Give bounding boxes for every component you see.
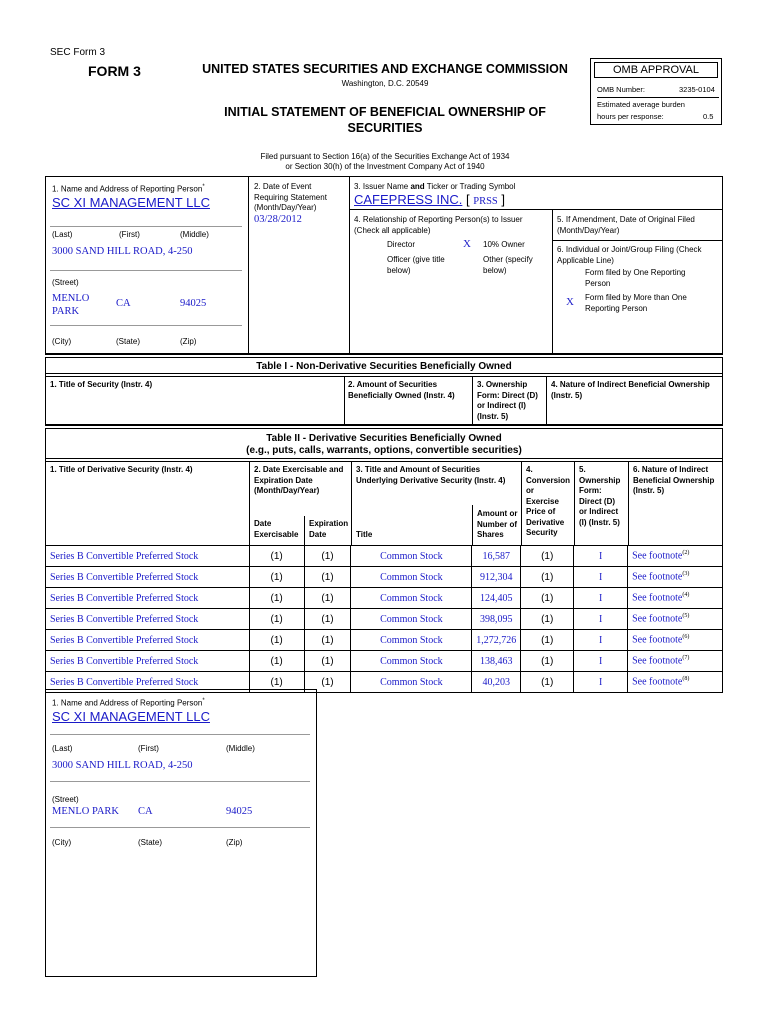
table-i-col-nature: 4. Nature of Indirect Beneficial Ownership (Instr. 5) <box>551 380 710 400</box>
table-ii-col-dates: 2. Date Exercisable and Expiration Date (Month/Day/Year) <box>254 465 344 495</box>
issuer-name[interactable]: CAFEPRESS INC. <box>354 192 463 207</box>
derivative-title-cell <box>46 567 250 588</box>
conversion-price-cell <box>521 630 574 651</box>
conversion-price-cell <box>521 651 574 672</box>
filed-pursuant-line1: Filed pursuant to Section 16(a) of the Securities Exchange Act of 1934 <box>260 152 510 161</box>
derivative-title-cell <box>46 609 250 630</box>
nature-cell <box>628 567 723 588</box>
nature-cell-text: See footnote <box>632 550 683 562</box>
zip-value: 94025 <box>180 298 207 309</box>
form-title-line1: INITIAL STATEMENT OF BENEFICIAL OWNERSHIP OF <box>224 105 546 119</box>
expiration-date-cell <box>304 609 351 630</box>
filing-type-label: 6. Individual or Joint/Group Filing (Check Applicable Line) <box>557 245 702 265</box>
underlying-title-cell <box>351 567 472 588</box>
amount-cell-text: 138,463 <box>480 655 513 667</box>
table-i-col-amount: 2. Amount of Securities Beneficially Owned (Instr. 4) <box>348 380 455 400</box>
derivative-title-cell <box>46 546 250 567</box>
table-ii-col-amount: Amount or Number of Shares <box>477 509 518 539</box>
amount-cell-text: 912,304 <box>480 571 513 583</box>
bottom-city-label: (City) <box>52 838 72 847</box>
date-exercisable-cell-text: (1) <box>270 571 283 583</box>
underlying-title-cell <box>351 588 472 609</box>
underlying-title-cell-text: Common Stock <box>380 634 443 646</box>
ownership-form-cell-text: I <box>598 676 603 688</box>
conversion-price-cell-text: (1) <box>541 634 554 646</box>
underlying-title-cell-text: Common Stock <box>380 550 443 562</box>
other-label: Other (specify below) <box>483 255 533 275</box>
nature-cell-text: See footnote <box>632 571 683 583</box>
bottom-zip-label: (Zip) <box>226 838 243 847</box>
conversion-price-cell <box>521 609 574 630</box>
amount-cell <box>472 630 521 651</box>
table-ii-col-nature: 6. Nature of Indirect Beneficial Ownership (Instr. 5) <box>633 465 715 495</box>
table-ii-col-underlying-title: Title <box>356 530 373 539</box>
director-label: Director <box>387 240 416 249</box>
table-ii-col-ownership: 5. Ownership Form: Direct (D) or Indirect (I) (Instr. 5) <box>579 465 621 527</box>
underlying-title-cell <box>351 672 472 693</box>
nature-cell <box>628 651 723 672</box>
nature-cell-text: See footnote <box>632 613 683 625</box>
expiration-date-cell <box>304 546 351 567</box>
omb-hours-label: hours per response: <box>597 112 664 121</box>
amendment-label: 5. If Amendment, Date of Original Filed (Month/Day/Year) <box>557 215 695 235</box>
issuer-name-row: CAFEPRESS INC. [ PRSS ] <box>354 192 506 207</box>
amount-cell-text: 398,095 <box>480 613 513 625</box>
ten-percent-owner-label: 10% Owner <box>483 240 525 249</box>
expiration-date-cell-text: (1) <box>321 592 334 604</box>
derivative-title-cell-text: Series B Convertible Preferred Stock <box>50 613 199 625</box>
amount-cell <box>472 546 521 567</box>
amount-cell <box>472 609 521 630</box>
street-label: (Street) <box>52 278 79 287</box>
bottom-state-value: CA <box>138 806 153 817</box>
ownership-form-cell-text: I <box>598 613 603 625</box>
date-exercisable-cell <box>249 630 304 651</box>
conversion-price-cell-text: (1) <box>541 655 554 667</box>
table-row <box>46 588 723 609</box>
ownership-form-cell-text: I <box>598 655 603 667</box>
bottom-zip-value: 94025 <box>226 806 253 817</box>
underlying-title-cell <box>351 651 472 672</box>
street-value: 3000 SAND HILL ROAD, 4-250 <box>52 246 193 257</box>
footnote-ref: (3) <box>682 571 690 578</box>
conversion-price-cell-text: (1) <box>541 571 554 583</box>
derivative-title-cell <box>46 651 250 672</box>
sec-form-label: SEC Form 3 <box>50 47 106 58</box>
footnote-ref: (7) <box>682 655 690 662</box>
underlying-title-cell-text: Common Stock <box>380 655 443 667</box>
date-exercisable-cell-text: (1) <box>270 613 283 625</box>
table-row <box>46 567 723 588</box>
state-value: CA <box>116 298 131 309</box>
derivative-title-cell-text: Series B Convertible Preferred Stock <box>50 550 199 562</box>
conversion-price-cell <box>521 672 574 693</box>
omb-hours-value: 0.5 <box>703 112 714 121</box>
table-ii-subtitle: (e.g., puts, calls, warrants, options, convertible securities) <box>246 445 522 456</box>
underlying-title-cell-text: Common Stock <box>380 676 443 688</box>
bottom-city-value: MENLO PARK <box>52 806 119 817</box>
expiration-date-cell-text: (1) <box>321 634 334 646</box>
middle-label: (Middle) <box>180 230 209 239</box>
state-label: (State) <box>116 337 141 346</box>
underlying-title-cell-text: Common Stock <box>380 592 443 604</box>
issuer-label: 3. Issuer Name and Ticker or Trading Symbol <box>354 182 516 191</box>
date-exercisable-cell-text: (1) <box>270 676 283 688</box>
conversion-price-cell <box>521 588 574 609</box>
relationship-label: 4. Relationship of Reporting Person(s) to Issuer (Check all applicable) <box>354 215 523 235</box>
date-exercisable-cell <box>249 651 304 672</box>
footnote-ref: (4) <box>682 592 690 599</box>
table-row <box>46 546 723 567</box>
bottom-middle-label: (Middle) <box>226 744 255 753</box>
expiration-date-cell <box>304 651 351 672</box>
underlying-title-cell-text: Common Stock <box>380 571 443 583</box>
omb-burden-label: Estimated average burden <box>597 100 685 109</box>
nature-cell-text: See footnote <box>632 592 683 604</box>
date-exercisable-cell <box>249 609 304 630</box>
ticker-symbol: PRSS <box>473 196 498 207</box>
expiration-date-cell-text: (1) <box>321 676 334 688</box>
omb-number-label: OMB Number: <box>597 85 645 94</box>
underlying-title-cell <box>351 546 472 567</box>
nature-cell <box>628 672 723 693</box>
footnote-ref: (5) <box>682 613 690 620</box>
table-ii-col-expiration: Expiration Date <box>309 519 349 539</box>
underlying-title-cell <box>351 630 472 651</box>
amount-cell-text: 124,405 <box>480 592 513 604</box>
city-value-line2: PARK <box>52 306 80 317</box>
amount-cell-text: 40,203 <box>482 676 511 688</box>
omb-approval-box <box>590 58 722 125</box>
derivative-title-cell-text: Series B Convertible Preferred Stock <box>50 655 199 667</box>
derivative-title-cell-text: Series B Convertible Preferred Stock <box>50 676 199 688</box>
ownership-form-cell-text: I <box>598 592 603 604</box>
date-exercisable-cell <box>249 588 304 609</box>
table-row <box>46 609 723 630</box>
derivative-title-cell-text: Series B Convertible Preferred Stock <box>50 571 199 583</box>
bottom-state-label: (State) <box>138 838 163 847</box>
reporting-person-label: 1. Name and Address of Reporting Person* <box>52 184 205 194</box>
nature-cell <box>628 630 723 651</box>
amount-cell-text: 1,272,726 <box>476 634 517 646</box>
table-ii-title: Table II - Derivative Securities Beneficially Owned <box>266 433 502 444</box>
bottom-reporting-person-name[interactable]: SC XI MANAGEMENT LLC <box>52 709 210 724</box>
ownership-form-cell <box>574 567 628 588</box>
director-x-mark: X <box>463 238 471 250</box>
expiration-date-cell-text: (1) <box>321 550 334 562</box>
nature-cell-text: See footnote <box>632 655 683 667</box>
last-label: (Last) <box>52 230 73 239</box>
expiration-date-cell-text: (1) <box>321 655 334 667</box>
ownership-form-cell <box>574 546 628 567</box>
table-ii-col-conversion: 4. Conversion or Exercise Price of Derivative Security <box>526 465 571 537</box>
table-i-col-ownership: 3. Ownership Form: Direct (D) or Indirect (I) (Instr. 5) <box>477 380 538 421</box>
derivative-title-cell <box>46 588 250 609</box>
table-ii-col-underlying: 3. Title and Amount of Securities Underlying Derivative Security (Instr. 4) <box>356 465 506 485</box>
date-exercisable-cell-text: (1) <box>270 592 283 604</box>
bottom-reporting-section <box>45 689 317 977</box>
nature-cell-text: See footnote <box>632 676 683 688</box>
ownership-form-cell <box>574 672 628 693</box>
conversion-price-cell <box>521 567 574 588</box>
ownership-form-cell-text: I <box>598 550 603 562</box>
ownership-form-cell <box>574 630 628 651</box>
agency-location: Washington, D.C. 20549 <box>341 79 429 88</box>
date-of-event-value: 03/28/2012 <box>254 214 302 225</box>
conversion-price-cell-text: (1) <box>541 592 554 604</box>
table-i-title: Table I - Non-Derivative Securities Beneficially Owned <box>256 361 512 372</box>
officer-label: Officer (give title below) <box>387 255 445 275</box>
table-ii-col-title: 1. Title of Derivative Security (Instr. 4) <box>50 465 193 474</box>
date-of-event-label: 2. Date of Event Requiring Statement (Month/Day/Year) <box>254 182 327 212</box>
form-filed-one-label: Form filed by One Reporting Person <box>585 268 686 288</box>
form-number: FORM 3 <box>88 63 141 79</box>
reporting-person-name[interactable]: SC XI MANAGEMENT LLC <box>52 195 210 210</box>
bottom-street-value: 3000 SAND HILL ROAD, 4-250 <box>52 760 193 771</box>
footnote-ref: (2) <box>682 550 690 557</box>
date-exercisable-cell-text: (1) <box>270 550 283 562</box>
omb-number-value: 3235-0104 <box>679 85 715 94</box>
filed-pursuant-line2: or Section 30(h) of the Investment Company Act of 1940 <box>285 162 485 171</box>
conversion-price-cell-text: (1) <box>541 550 554 562</box>
expiration-date-cell <box>304 630 351 651</box>
bottom-street-label: (Street) <box>52 795 79 804</box>
footnote-ref: (6) <box>682 634 690 641</box>
ownership-form-cell <box>574 588 628 609</box>
underlying-title-cell <box>351 609 472 630</box>
table-ii-col-date-exercisable: Date Exercisable <box>254 519 299 539</box>
expiration-date-cell <box>304 588 351 609</box>
bottom-last-label: (Last) <box>52 744 73 753</box>
expiration-date-cell <box>304 567 351 588</box>
amount-cell <box>472 567 521 588</box>
date-exercisable-cell <box>249 546 304 567</box>
amount-cell <box>472 672 521 693</box>
date-exercisable-cell-text: (1) <box>270 634 283 646</box>
table-row <box>46 651 723 672</box>
bottom-reporting-person-label: 1. Name and Address of Reporting Person* <box>52 698 205 708</box>
expiration-date-cell-text: (1) <box>321 571 334 583</box>
form-title-line2: SECURITIES <box>347 121 423 135</box>
date-exercisable-cell-text: (1) <box>270 655 283 667</box>
footnote-ref: (8) <box>682 676 690 683</box>
conversion-price-cell-text: (1) <box>541 676 554 688</box>
amount-cell <box>472 588 521 609</box>
ownership-form-cell-text: I <box>598 571 603 583</box>
table-row <box>46 630 723 651</box>
nature-cell <box>628 546 723 567</box>
city-value-line1: MENLO <box>52 293 90 304</box>
nature-cell-text: See footnote <box>632 634 683 646</box>
nature-cell <box>628 609 723 630</box>
derivative-title-cell-text: Series B Convertible Preferred Stock <box>50 634 199 646</box>
date-exercisable-cell <box>249 567 304 588</box>
more-than-one-x-mark: X <box>566 296 574 308</box>
city-label: (City) <box>52 337 72 346</box>
amount-cell-text: 16,587 <box>482 550 511 562</box>
derivative-title-cell-text: Series B Convertible Preferred Stock <box>50 592 199 604</box>
conversion-price-cell-text: (1) <box>541 613 554 625</box>
first-label: (First) <box>119 230 140 239</box>
expiration-date-cell-text: (1) <box>321 613 334 625</box>
form-filed-more-label: Form filed by More than One Reporting Person <box>585 293 687 313</box>
table-i-col-title: 1. Title of Security (Instr. 4) <box>50 380 153 389</box>
ownership-form-cell-text: I <box>598 634 603 646</box>
bottom-first-label: (First) <box>138 744 159 753</box>
amount-cell <box>472 651 521 672</box>
table-ii-rows <box>45 545 723 693</box>
ownership-form-cell <box>574 609 628 630</box>
omb-title: OMB APPROVAL <box>594 62 718 78</box>
nature-cell <box>628 588 723 609</box>
derivative-title-cell <box>46 630 250 651</box>
zip-label: (Zip) <box>180 337 197 346</box>
underlying-title-cell-text: Common Stock <box>380 613 443 625</box>
conversion-price-cell <box>521 546 574 567</box>
agency-name: UNITED STATES SECURITIES AND EXCHANGE COMMISSION <box>202 62 568 76</box>
ownership-form-cell <box>574 651 628 672</box>
